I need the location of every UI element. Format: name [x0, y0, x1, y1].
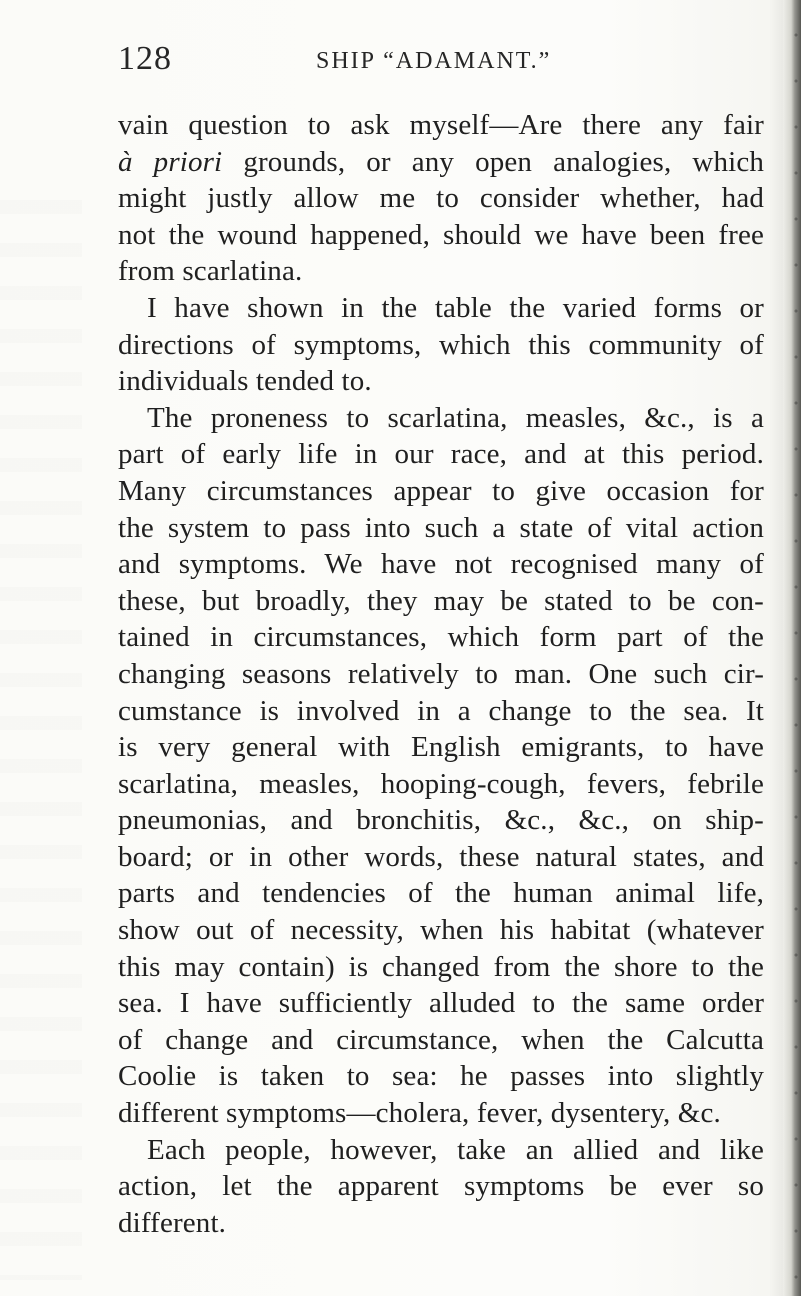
text-line: sea. I have sufficiently alluded to the same order [118, 987, 764, 1020]
italic-phrase: à priori [118, 145, 223, 178]
text-line: cumstance is involved in a change to the sea. It [118, 694, 764, 727]
text-line: this may contain) is changed from the shore to the [118, 950, 764, 983]
text-line: I have shown in the table the varied forms or [147, 291, 764, 324]
text-line: of change and circumstance, when the Calcutta [118, 1023, 764, 1056]
text-line: show out of necessity, when his habitat (whatever [118, 914, 764, 947]
text-line: and symptoms. We have not recognised many of [118, 548, 764, 581]
text-line: Coolie is taken to sea: he passes into slightly [118, 1060, 764, 1093]
text-line: tained in circumstances, which form part of the [118, 621, 764, 654]
page-number: 128 [118, 40, 172, 77]
page-edge-specks [793, 0, 799, 1296]
body-text [118, 107, 764, 1241]
text-line: scarlatina, measles, hooping-cough, fevers, febrile [118, 767, 764, 800]
text-line: from scarlatina. [118, 255, 303, 288]
text-line: the system to pass into such a state of vital action [118, 511, 764, 544]
text-line: part of early life in our race, and at this period. [118, 438, 764, 471]
text-line: The proneness to scarlatina, measles, &c., is a [147, 401, 764, 434]
text-line: Many circumstances appear to give occasion for [118, 474, 764, 507]
text-line: these, but broadly, they may be stated to be con- [118, 584, 764, 617]
page-header [118, 40, 758, 84]
text-line: board; or in other words, these natural states, and [118, 840, 764, 873]
text-line: individuals tended to. [118, 365, 372, 398]
running-head: SHIP “ADAMANT.” [316, 48, 552, 74]
text-line: action, let the apparent symptoms be ever so [118, 1170, 764, 1203]
text-line: pneumonias, and bronchitis, &c., &c., on ship- [118, 804, 764, 837]
text-line: different. [118, 1206, 227, 1239]
text-line: different symptoms—cholera, fever, dysentery, &c. [118, 1097, 721, 1130]
text-line: might justly allow me to consider whether, had [118, 182, 764, 215]
text-line: changing seasons relatively to man. One such cir- [118, 657, 764, 690]
show-through-texture [0, 200, 82, 1280]
text-line: not the wound happened, should we have been free [118, 218, 764, 251]
text-line: vain question to ask myself—Are there any fair [118, 109, 764, 141]
text-line: directions of symptoms, which this community of [118, 328, 764, 361]
text-line-remainder: grounds, or any open analogies, which [243, 145, 764, 178]
text-line: is very general with English emigrants, to have [118, 731, 764, 764]
text-line: parts and tendencies of the human animal life, [118, 877, 764, 910]
text-line-with-italic [118, 144, 764, 181]
text-line: Each people, however, take an allied and like [147, 1133, 764, 1166]
